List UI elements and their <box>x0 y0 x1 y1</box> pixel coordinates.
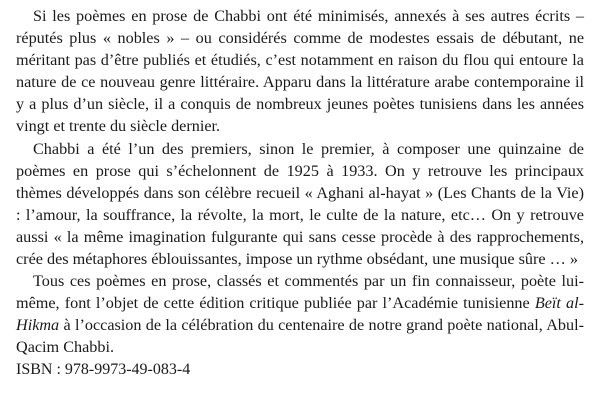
paragraph-3-text-after: à l’occasion de la célébration du centenaire de notre grand poète national, Abul-Qacim Chabbi. <box>16 316 584 357</box>
paragraph-1: Si les poèmes en prose de Chabbi ont été minimisés, annexés à ses autres écrits – réputés plus « nobles » – ou considérés comme de modestes essais de débutant, ne méritant pas d’être publiés et étudiés, c’est notamment en raison du flou qui entoure la nature de ce nouveau genre littéraire. Apparu dans la littérature arabe contemporaine il y a plus d’un siècle, il a conquis de nombreux jeunes poètes tunisiens dans les années vingt et trente du siècle dernier. <box>16 7 584 136</box>
paragraph-3 <box>16 270 584 358</box>
paragraph-3-text-before: Tous ces poèmes en prose, classés et commentés par un fin connaisseur, poète lui-même, font l’objet de cette édition critique publiée par l’Académie tunisienne <box>16 272 584 313</box>
institution-name: Beït al-Hikma <box>16 294 584 335</box>
blurb-text-block <box>16 5 584 381</box>
isbn-line: ISBN : 978-9973-49-083-4 <box>16 360 191 378</box>
paragraph-2: Chabbi a été l’un des premiers, sinon le premier, à composer une quinzaine de poèmes en prose qui s’échelonnent de 1925 à 1933. On y retrouve les principaux thèmes développés dans son célèbre recueil « Aghani al-hayat » (Les Chants de la Vie) : l’amour, la souffrance, la révolte, la mort, le culte de la nature, etc… On y retrouve aussi « la même imagination fulgurante qui sans cesse procède à des rapprochements, crée des métaphores éblouissantes, impose un rythme obsédant, une musique sûre … » <box>16 139 584 269</box>
